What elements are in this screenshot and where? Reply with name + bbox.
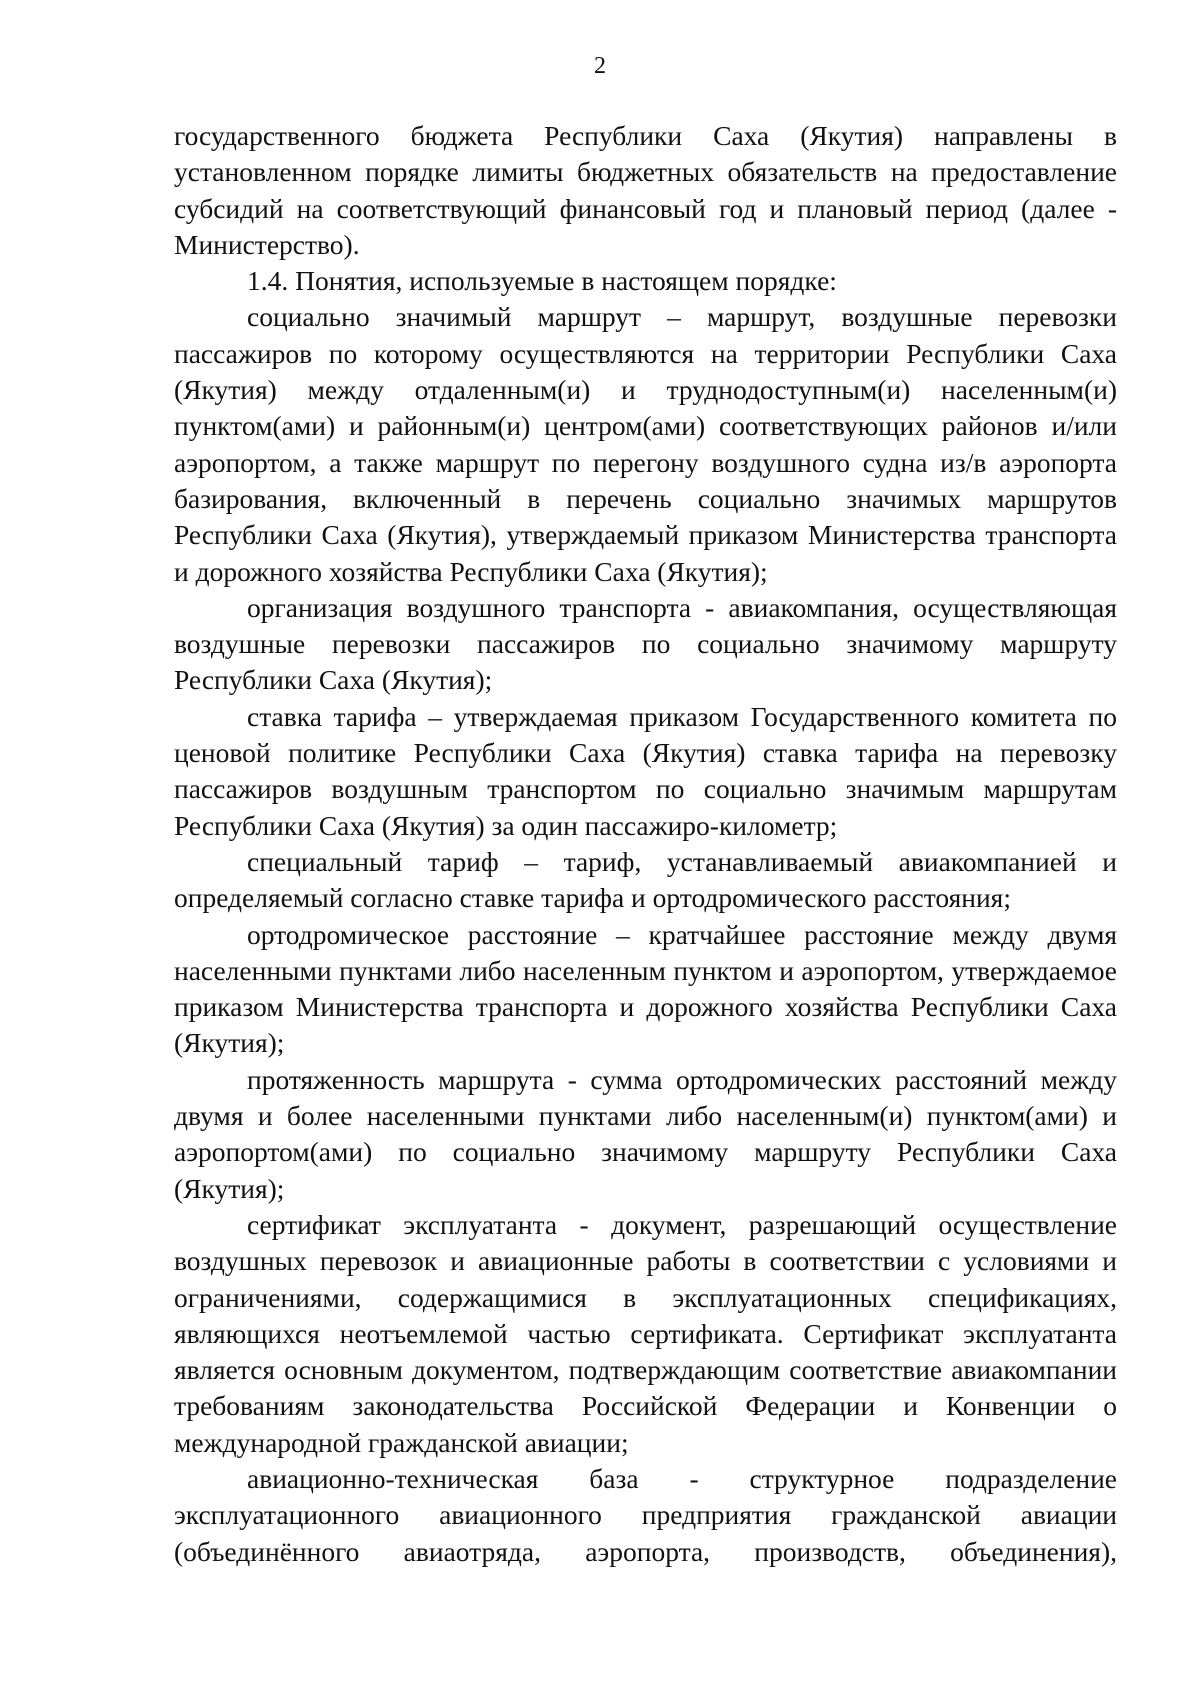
- page-number: 2: [594, 53, 606, 79]
- definition-route-length: протяженность маршрута - сумма ортодромических расстояний между двумя и более населенными пунктами либо населенным(и) пунктом(ами) и аэропортом(ами) по социально значимому маршруту Республики Саха (Якутия);: [174, 1063, 1117, 1204]
- definition-socially-significant-route: социально значимый маршрут – маршрут, воздушные перевозки пассажиров по которому осуществляются на территории Республики Саха (Якутия) между отдаленным(и) и труднодоступным(и) населенным(и) пунктом(ами) и районным(и) центром(ами) соответствующих районов и/или аэропортом, а также маршрут по перегону воздушного судна из/в аэропорта базирования, включенный в перечень социально значимых маршрутов Республики Саха (Якутия), утверждаемый приказом Министерства транспорта и дорожного хозяйства Республики Саха (Якутия);: [174, 301, 1117, 587]
- document-body: [174, 118, 1117, 1570]
- paragraph-budget-continuation: государственного бюджета Республики Саха (Якутия) направлены в установленном порядке лимиты бюджетных обязательств на предоставление субсидий на соответствующий финансовый год и плановый период (далее - Министерство).: [174, 120, 1117, 260]
- definition-tariff-rate: ставка тарифа – утверждаемая приказом Государственного комитета по ценовой политике Республики Саха (Якутия) ставка тарифа на перевозку пассажиров воздушным транспортом по социально значимым маршрутам Республики Саха (Якутия) за один пассажиро-километр;: [174, 700, 1117, 841]
- definition-aviation-technical-base: авиационно-техническая база - структурное подразделение эксплуатационного авиационного предприятия гражданской авиации (объединённого авиаотряда, аэропорта, производств, объединения),: [174, 1462, 1117, 1567]
- definition-operator-certificate: сертификат эксплуатанта - документ, разрешающий осуществление воздушных перевозок и авиационные работы в соответствии с условиями и ограничениями, содержащимися в эксплуатационных спецификациях, являющихся неотъемлемой частью сертификата. Сертификат эксплуатанта является основным документом, подтверждающим соответствие авиакомпании требованиям законодательства Российской Федерации и Конвенции о международной гражданской авиации;: [174, 1208, 1117, 1458]
- definition-orthodromic-distance: ортодромическое расстояние – кратчайшее расстояние между двумя населенными пунктами либо населенным пунктом и аэропортом, утверждаемое приказом Министерства транспорта и дорожного хозяйства Республики Саха (Якутия);: [174, 918, 1117, 1059]
- definition-air-transport-organization: организация воздушного транспорта - авиакомпания, осуществляющая воздушные перевозки пассажиров по социально значимому маршруту Республики Саха (Якутия);: [174, 591, 1117, 696]
- paragraph-section-1-4: 1.4. Понятия, используемые в настоящем порядке:: [247, 265, 837, 297]
- definition-special-tariff: специальный тариф – тариф, устанавливаемый авиакомпанией и определяемый согласно ставке тарифа и ортодромического расстояния;: [174, 845, 1117, 914]
